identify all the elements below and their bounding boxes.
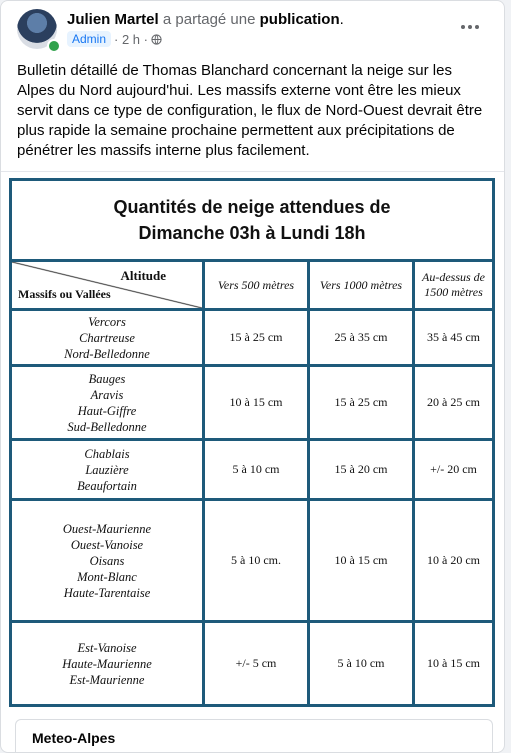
snow-amount-cell: 10 à 15 cm xyxy=(309,500,414,622)
regions-cell xyxy=(11,310,204,366)
region-name: Ouest-Vanoise xyxy=(70,537,144,552)
table-row xyxy=(11,500,494,622)
region-name: Haut-Giffre xyxy=(77,403,137,418)
snow-amount-cell: 10 à 15 cm xyxy=(414,622,494,706)
corner-header-cell xyxy=(11,261,204,310)
header-massifs: Massifs ou Vallées xyxy=(18,287,111,301)
snow-amount-cell: 5 à 10 cm xyxy=(309,622,414,706)
region-name: Nord-Belledonne xyxy=(64,346,150,361)
post-meta xyxy=(67,31,162,47)
region-name: Est-Vanoise xyxy=(77,640,137,655)
region-name: Chablais xyxy=(84,446,130,461)
table-row xyxy=(11,366,494,440)
region-name: Mont-Blanc xyxy=(77,569,137,584)
region-name: Beaufortain xyxy=(77,478,137,493)
post-image[interactable] xyxy=(1,171,505,715)
column-header-1500: Au-dessus de 1500 mètres xyxy=(414,261,494,310)
region-name: Lauzière xyxy=(85,462,129,477)
table-row xyxy=(11,622,494,706)
snow-forecast-table xyxy=(9,178,495,707)
post-text: Bulletin détaillé de Thomas Blanchard concernant la neige sur les Alpes du Nord aujourd'hui. Les massifs externe vont être les mieux servit dans ce type de configuration, le flux de Nord-Ouest devrait être plus rapide la semaine prochaine permettent aux précipitations de pénétrer les massifs interne plus facilement. xyxy=(17,62,483,159)
table-row xyxy=(11,440,494,500)
snow-amount-cell: 5 à 10 cm xyxy=(204,440,309,500)
snow-amount-cell: 15 à 25 cm xyxy=(309,366,414,440)
column-header-1000: Vers 1000 mètres xyxy=(309,261,414,310)
snow-amount-cell: 5 à 10 cm. xyxy=(204,500,309,622)
region-name: Oisans xyxy=(89,553,125,568)
admin-badge: Admin xyxy=(67,31,111,47)
shared-source-footer[interactable] xyxy=(15,719,493,753)
snow-amount-cell: 25 à 35 cm xyxy=(309,310,414,366)
region-name: Haute-Maurienne xyxy=(62,656,152,671)
region-name: Ouest-Maurienne xyxy=(62,521,152,536)
post-header xyxy=(17,9,487,53)
header-altitude: Altitude xyxy=(120,268,166,283)
post-time[interactable]: · 2 h · xyxy=(114,31,148,47)
author-line-suffix: . xyxy=(339,11,344,28)
more-options-icon[interactable] xyxy=(455,15,485,39)
snow-amount-cell: 15 à 20 cm xyxy=(309,440,414,500)
region-name: Vercors xyxy=(88,314,126,329)
table-title xyxy=(11,180,494,261)
snow-amount-cell: 20 à 25 cm xyxy=(414,366,494,440)
share-action-text: a partagé une xyxy=(162,11,256,28)
region-name: Haute-Tarentaise xyxy=(63,585,151,600)
table-row xyxy=(11,310,494,366)
snow-amount-cell: 10 à 15 cm xyxy=(204,366,309,440)
snow-amount-cell: 10 à 20 cm xyxy=(414,500,494,622)
table-title-line1: Quantités de neige attendues de xyxy=(113,197,391,217)
table-title-line2: Dimanche 03h à Lundi 18h xyxy=(138,223,366,243)
publication-link[interactable]: publication xyxy=(259,11,340,28)
column-header-500: Vers 500 mètres xyxy=(204,261,309,310)
snow-amount-cell: 35 à 45 cm xyxy=(414,310,494,366)
globe-icon[interactable] xyxy=(151,34,162,45)
region-name: Est-Maurienne xyxy=(69,672,145,687)
online-status-dot xyxy=(47,39,61,53)
regions-cell xyxy=(11,366,204,440)
region-name: Bauges xyxy=(88,371,126,386)
region-name: Sud-Belledonne xyxy=(67,419,147,434)
region-name: Chartreuse xyxy=(79,330,135,345)
snow-amount-cell: +/- 20 cm xyxy=(414,440,494,500)
regions-cell xyxy=(11,500,204,622)
regions-cell xyxy=(11,440,204,500)
region-name: Aravis xyxy=(90,387,124,402)
snow-amount-cell: +/- 5 cm xyxy=(204,622,309,706)
author-name[interactable]: Julien Martel xyxy=(67,11,159,28)
regions-cell xyxy=(11,622,204,706)
shared-source-name[interactable]: Meteo-Alpes xyxy=(32,730,116,746)
snow-amount-cell: 15 à 25 cm xyxy=(204,310,309,366)
author-line xyxy=(67,11,344,28)
